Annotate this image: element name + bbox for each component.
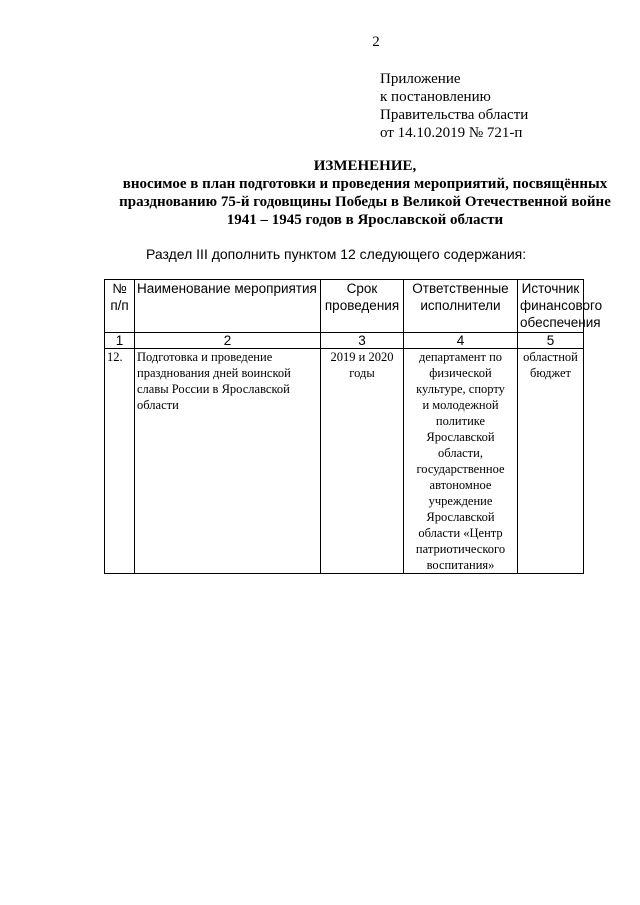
page-number: 2 xyxy=(372,34,380,50)
appendix-line: Приложение xyxy=(380,71,461,87)
column-number: 5 xyxy=(518,333,584,349)
column-number: 4 xyxy=(404,333,518,349)
column-number-row xyxy=(105,333,584,349)
row-period: 2019 и 2020 годы xyxy=(321,349,404,574)
title-line: празднованию 75-й годовщины Победы в Великой Отечественной войне xyxy=(119,194,611,210)
header-number: № п/п xyxy=(105,280,135,333)
title-line: вносимое в план подготовки и проведения мероприятий, посвящённых xyxy=(122,176,608,192)
appendix-line: Правительства области xyxy=(380,107,529,123)
header-period: Срок проведения xyxy=(321,280,404,333)
appendix-line: от 14.10.2019 № 721-п xyxy=(380,125,523,141)
document-title xyxy=(100,157,630,229)
table-row xyxy=(105,349,584,574)
title-line: 1941 – 1945 годов в Ярославской области xyxy=(226,212,504,228)
events-table xyxy=(104,279,603,574)
appendix-line: к постановлению xyxy=(380,89,491,105)
column-number: 1 xyxy=(105,333,135,349)
intro-paragraph: Раздел III дополнить пунктом 12 следующего содержания: xyxy=(146,246,527,262)
column-number: 3 xyxy=(321,333,404,349)
row-number: 12. xyxy=(105,349,135,574)
row-funding: областной бюджет xyxy=(518,349,584,574)
appendix-block xyxy=(380,70,528,142)
column-number: 2 xyxy=(135,333,321,349)
table-header-row xyxy=(105,280,584,333)
row-executors: департамент по физической культуре, спорту и молодежной политике Ярославской области, государственное автономное учреждение Ярославской области «Центр патриотического воспитания» xyxy=(404,349,518,574)
header-executors: Ответственные исполнители xyxy=(404,280,518,333)
row-event-name: Подготовка и проведение празднования дней воинской славы России в Ярославской области xyxy=(135,349,321,574)
header-funding: Источник финансового обеспечения xyxy=(518,280,584,333)
header-event-name: Наименование мероприятия xyxy=(135,280,321,333)
title-heading: ИЗМЕНЕНИЕ, xyxy=(313,158,417,174)
